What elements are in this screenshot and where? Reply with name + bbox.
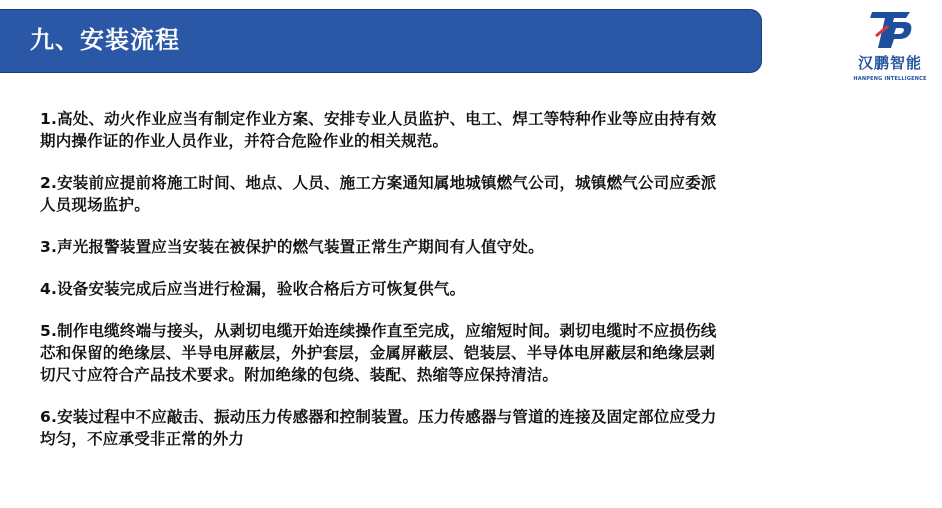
paragraph-3: 3.声光报警装置应当安装在被保护的燃气装置正常生产期间有人值守处。 xyxy=(40,238,544,256)
paragraph-2: 2.安装前应提前将施工时间、地点、人员、施工方案通知属地城镇燃气公司，城镇燃气公司应委派人员现场监护。 xyxy=(40,174,717,214)
hp-logo-icon xyxy=(866,8,916,52)
paragraph-5: 5.制作电缆终端与接头，从剥切电缆开始连续操作直至完成，应缩短时间。剥切电缆时不应损伤线芯和保留的绝缘层、半导电屏蔽层，外护套层，金属屏蔽层、铠装层、半导体电屏蔽层和绝缘层剥切尺寸应符合产品技术要求。附加绝缘的包绕、装配、热缩等应保持清洁。 xyxy=(40,322,717,384)
paragraph-6: 6.安装过程中不应敲击、振动压力传感器和控制装置。压力传感器与管道的连接及固定部位应受力均匀，不应承受非正常的外力 xyxy=(40,408,717,448)
logo-name: 汉鹏智能 xyxy=(857,54,922,72)
content-body xyxy=(40,108,720,450)
paragraph-1: 1.高处、动火作业应当有制定作业方案、安排专业人员监护、电工、焊工等特种作业等应由持有效期内操作证的作业人员作业，并符合危险作业的相关规范。 xyxy=(40,110,717,150)
company-logo xyxy=(853,8,933,88)
page-title: 九、安装流程 xyxy=(30,26,180,54)
logo-subtitle: HANPENG INTELLIGENCE xyxy=(853,76,927,82)
paragraph-4: 4.设备安装完成后应当进行检漏，验收合格后方可恢复供气。 xyxy=(40,280,466,298)
